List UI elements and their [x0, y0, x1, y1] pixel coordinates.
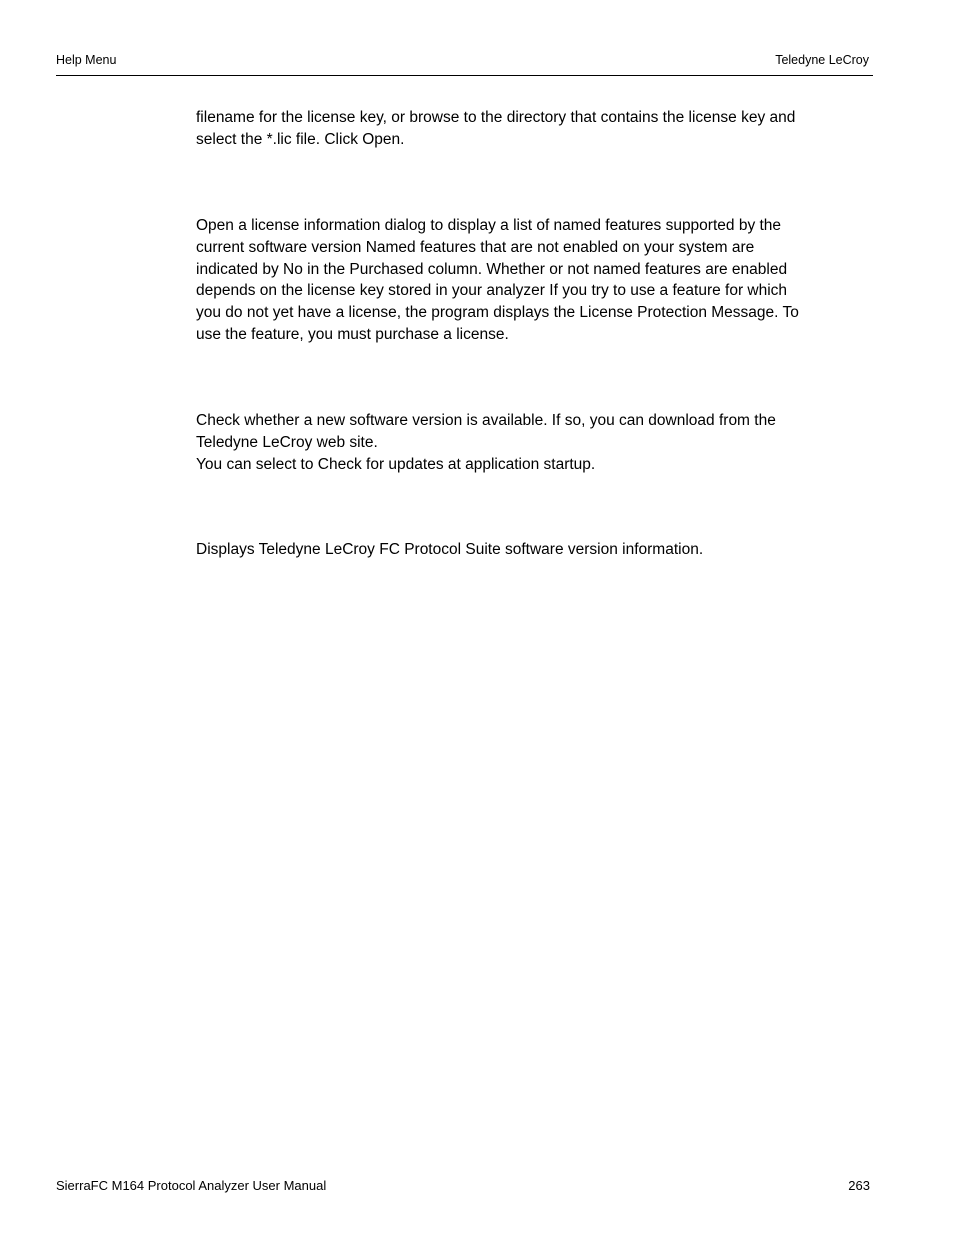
text-line: Open a license information dialog to display a list of named features supported by the	[196, 217, 782, 234]
text-line: Check whether a new software version is available. If so, you can download from the	[196, 412, 776, 429]
header-section-title: Help Menu	[56, 53, 117, 67]
text-line: indicated by No in the Purchased column. Whether or not named features are enabled	[196, 260, 788, 278]
text-line: select the *.lic file. Click Open.	[196, 130, 405, 148]
text-line: use the feature, you must purchase a license.	[196, 325, 509, 343]
text-line: Displays Teledyne LeCroy FC Protocol Suite software version information.	[196, 541, 704, 558]
page-header	[56, 53, 873, 76]
footer-page-number: 263	[848, 1178, 870, 1193]
text-line: current software version Named features that are not enabled on your system are	[196, 238, 755, 256]
text-line: depends on the license key stored in your analyzer If you try to use a feature for which	[196, 282, 788, 300]
paragraph-check-for-updates	[196, 410, 876, 475]
paragraph-about	[196, 539, 876, 561]
paragraph-license-information	[196, 215, 876, 346]
text-line: You can select to Check for updates at application startup.	[196, 455, 596, 473]
paragraph-license-key-file	[196, 107, 876, 151]
text-line: you do not yet have a license, the program displays the License Protection Message. To	[196, 304, 799, 322]
text-line: Teledyne LeCroy web site.	[196, 433, 378, 451]
footer-manual-title: SierraFC M164 Protocol Analyzer User Manual	[56, 1178, 327, 1193]
text-line: filename for the license key, or browse to the directory that contains the license key and	[196, 109, 796, 126]
header-company-name: Teledyne LeCroy	[775, 53, 869, 67]
